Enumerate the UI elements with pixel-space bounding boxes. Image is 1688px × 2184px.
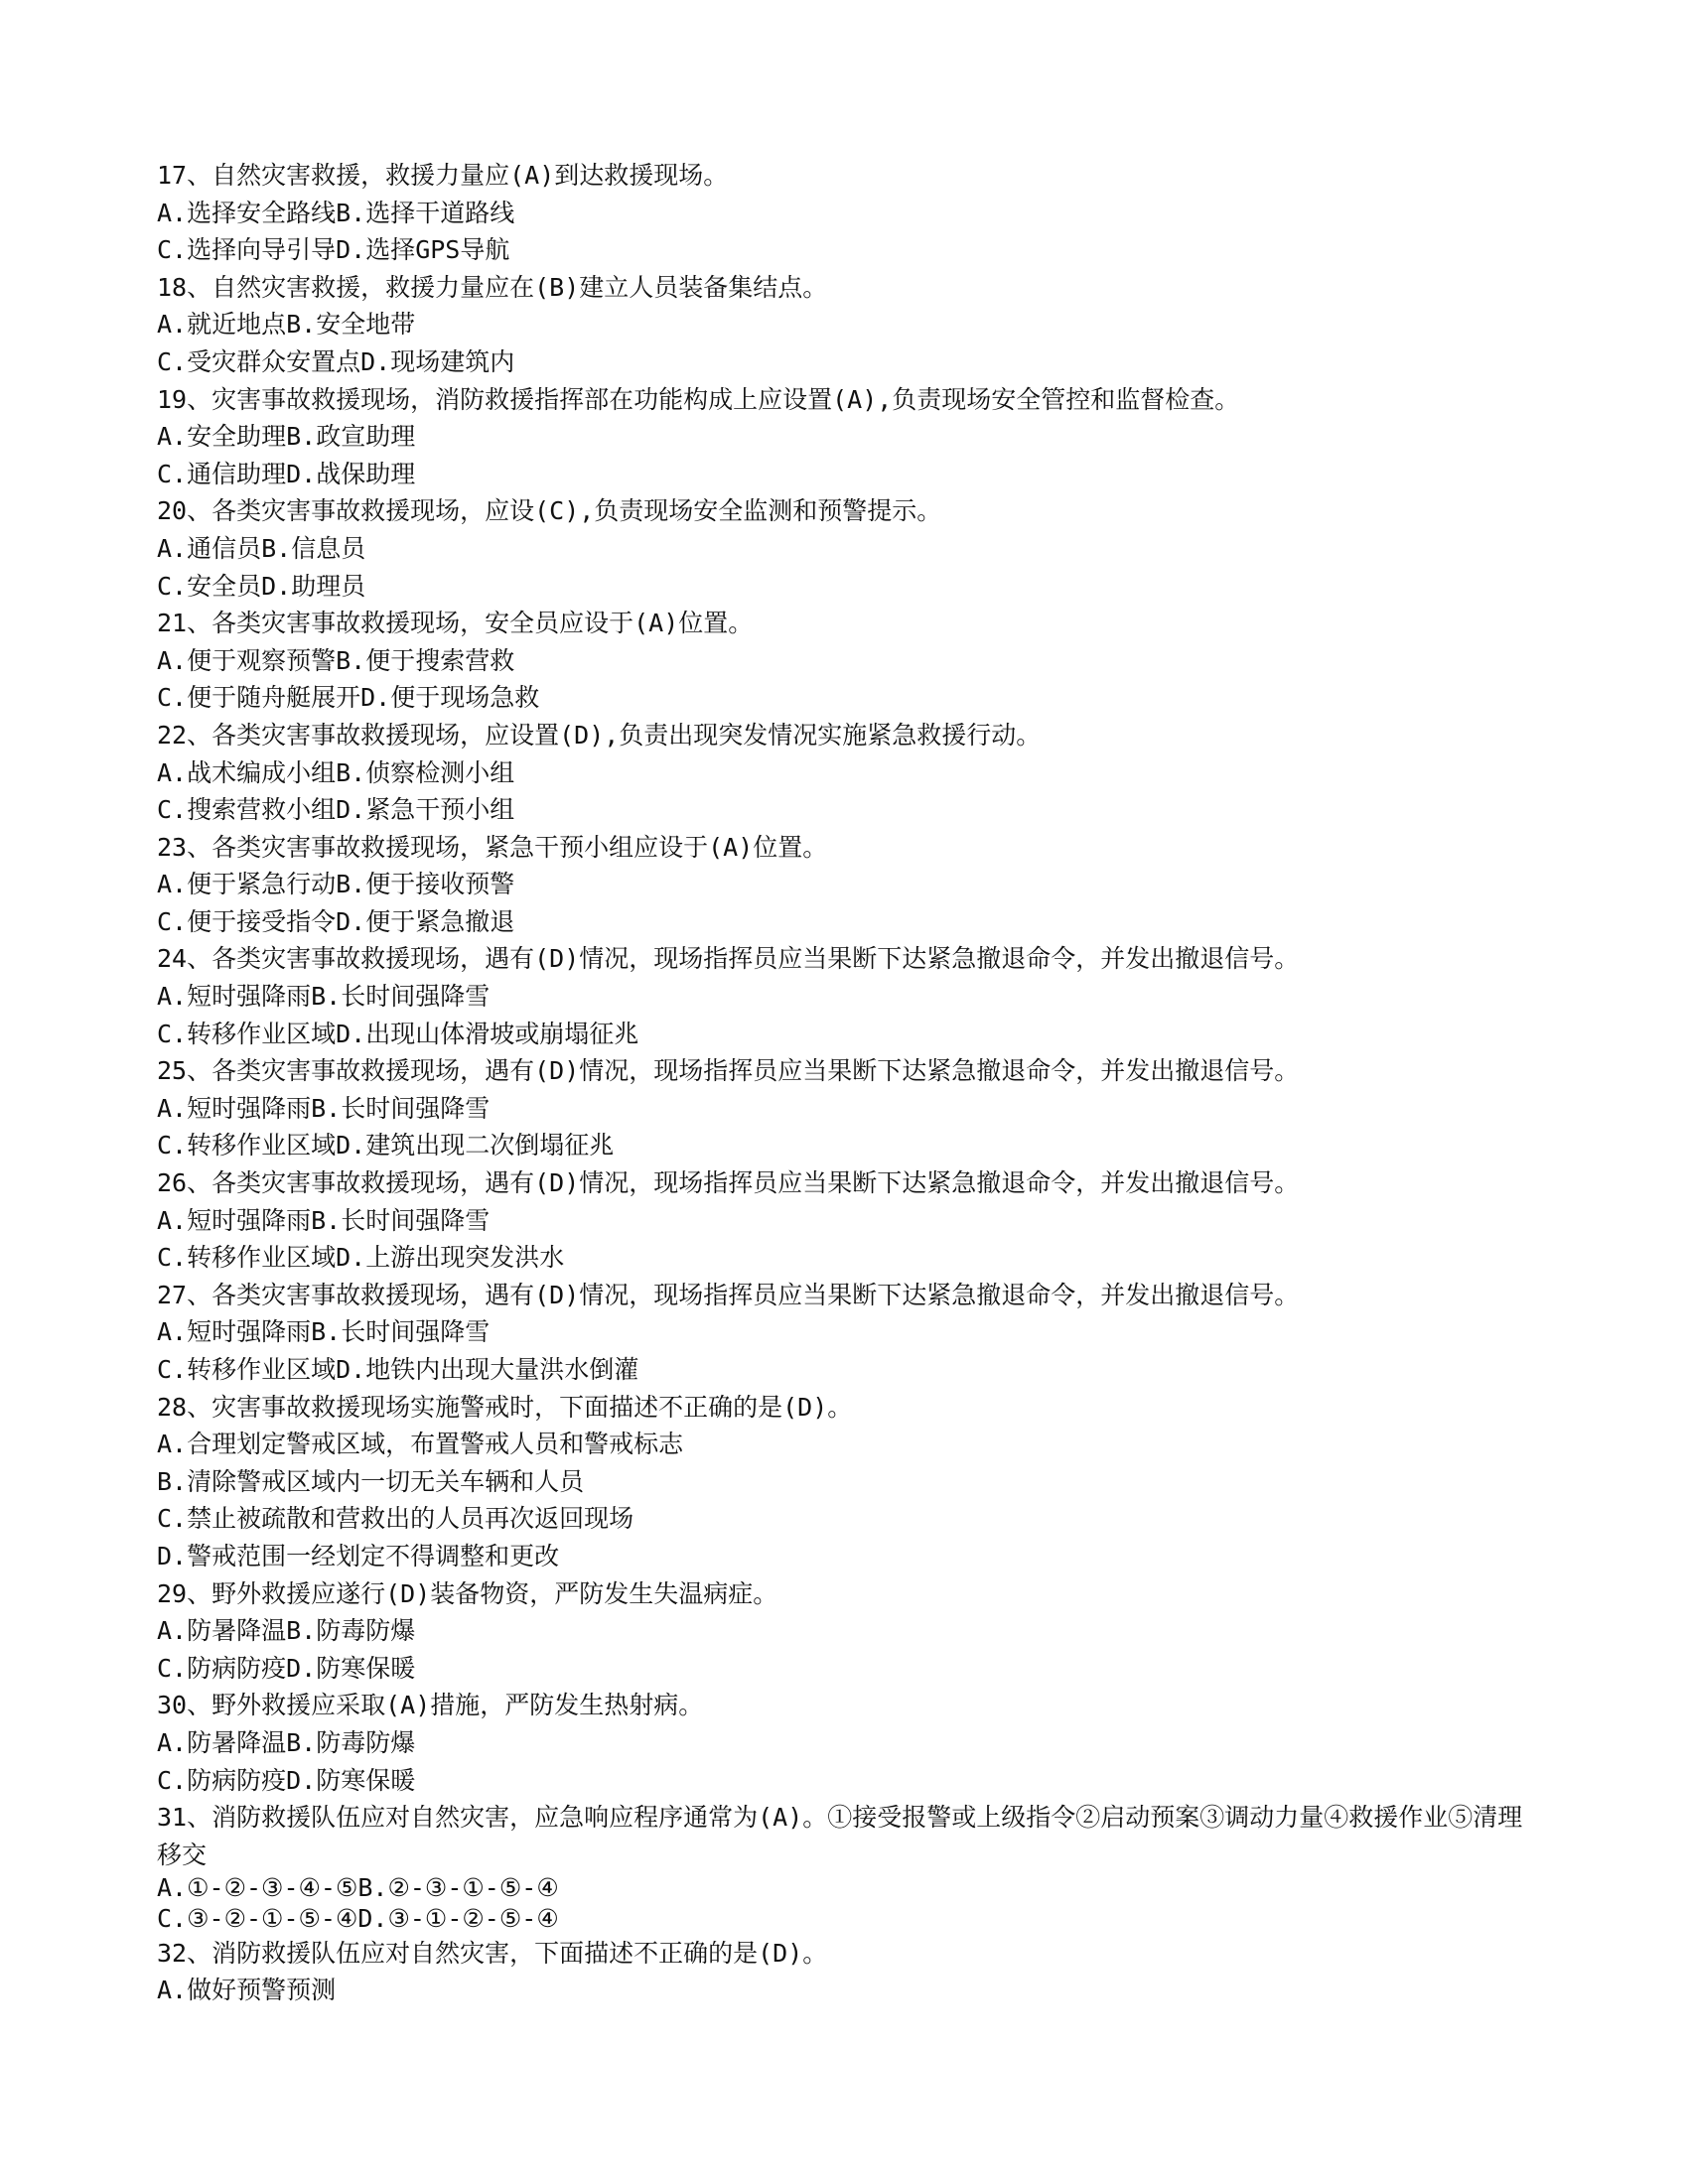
text-line: 28、灾害事故救援现场实施警戒时，下面描述不正确的是(D)。 xyxy=(157,1392,853,1422)
question-32-option-a: A.做好预警预测 xyxy=(157,1976,337,2005)
text-line: C.转移作业区域D.地铁内出现大量洪水倒灌 xyxy=(157,1355,639,1384)
text-line: 19、灾害事故救援现场，消防救援指挥部在功能构成上应设置(A),负责现场安全管控和监督检查。 xyxy=(157,384,1240,414)
text-line: A.防暑降温B.防毒防爆 xyxy=(157,1616,416,1646)
text-line: A.战术编成小组B.侦察检测小组 xyxy=(157,757,515,787)
text-line: C.转移作业区域D.建筑出现二次倒塌征兆 xyxy=(157,1131,615,1160)
text-line: C.受灾群众安置点D.现场建筑内 xyxy=(157,346,515,376)
text-line: A.便于观察预警B.便于搜索营救 xyxy=(157,645,515,675)
document-body xyxy=(157,157,1547,2009)
text-line: C.禁止被疏散和营救出的人员再次返回现场 xyxy=(157,1504,634,1534)
text-line: C.防病防疫D.防寒保暖 xyxy=(157,1765,416,1795)
text-line: C.便于随舟艇展开D.便于现场急救 xyxy=(157,683,540,713)
text-line: C.防病防疫D.防寒保暖 xyxy=(157,1653,416,1683)
question-31-stem: 31、消防救援队伍应对自然灾害，应急响应程序通常为(A)。①接受报警或上级指令②启动预案③调动力量④救援作业⑤清理移交 xyxy=(157,1803,1523,1869)
text-line: 29、野外救援应遂行(D)装备物资，严防发生失温病症。 xyxy=(157,1578,778,1608)
text-line: 21、各类灾害事故救援现场，安全员应设于(A)位置。 xyxy=(157,609,754,638)
text-line: A.便于紧急行动B.便于接收预警 xyxy=(157,870,515,899)
text-line: A.合理划定警戒区域，布置警戒人员和警戒标志 xyxy=(157,1430,684,1459)
text-line: 22、各类灾害事故救援现场，应设置(D),负责出现突发情况实施紧急救援行动。 xyxy=(157,720,1042,750)
text-line: 18、自然灾害救援，救援力量应在(B)建立人员装备集结点。 xyxy=(157,272,828,302)
text-line: A.选择安全路线B.选择干道路线 xyxy=(157,198,515,227)
text-line: 25、各类灾害事故救援现场，遇有(D)情况，现场指挥员应当果断下达紧急撤退命令，并发出撤退信号。 xyxy=(157,1056,1300,1086)
question-31-options-ab: A.①-②-③-④-⑤B.②-③-①-⑤-④ xyxy=(157,1873,559,1903)
text-line: C.搜索营救小组D.紧急干预小组 xyxy=(157,795,515,825)
question-31-options-cd: C.③-②-①-⑤-④D.③-①-②-⑤-④ xyxy=(157,1904,559,1933)
text-line: A.短时强降雨B.长时间强降雪 xyxy=(157,1205,491,1235)
text-line: 23、各类灾害事故救援现场，紧急干预小组应设于(A)位置。 xyxy=(157,832,828,862)
text-line: 20、各类灾害事故救援现场，应设(C),负责现场安全监测和预警提示。 xyxy=(157,496,942,526)
text-line: 17、自然灾害救援，救援力量应(A)到达救援现场。 xyxy=(157,161,729,190)
text-line: C.安全员D.助理员 xyxy=(157,571,366,601)
text-line: A.安全助理B.政宣助理 xyxy=(157,422,416,452)
question-32-stem: 32、消防救援队伍应对自然灾害，下面描述不正确的是(D)。 xyxy=(157,1938,828,1968)
text-line: A.通信员B.信息员 xyxy=(157,533,366,563)
text-line: C.通信助理D.战保助理 xyxy=(157,459,416,488)
text-line: C.选择向导引导D.选择GPS导航 xyxy=(157,235,510,265)
text-line: A.短时强降雨B.长时间强降雪 xyxy=(157,1093,491,1123)
text-line: A.防暑降温B.防毒防爆 xyxy=(157,1727,416,1757)
text-line: A.短时强降雨B.长时间强降雪 xyxy=(157,1317,491,1347)
text-line: A.短时强降雨B.长时间强降雪 xyxy=(157,982,491,1012)
text-line: C.转移作业区域D.上游出现突发洪水 xyxy=(157,1243,565,1273)
text-line: 27、各类灾害事故救援现场，遇有(D)情况，现场指挥员应当果断下达紧急撤退命令，并发出撤退信号。 xyxy=(157,1280,1300,1309)
text-line: B.清除警戒区域内一切无关车辆和人员 xyxy=(157,1466,585,1496)
text-line: C.便于接受指令D.便于紧急撤退 xyxy=(157,906,515,936)
text-line: D.警戒范围一经划定不得调整和更改 xyxy=(157,1541,560,1570)
text-line: C.转移作业区域D.出现山体滑坡或崩塌征兆 xyxy=(157,1019,639,1048)
text-line: A.就近地点B.安全地带 xyxy=(157,310,416,340)
text-line: 24、各类灾害事故救援现场，遇有(D)情况，现场指挥员应当果断下达紧急撤退命令，并发出撤退信号。 xyxy=(157,944,1300,974)
text-line: 30、野外救援应采取(A)措施，严防发生热射病。 xyxy=(157,1691,704,1720)
text-line: 26、各类灾害事故救援现场，遇有(D)情况，现场指挥员应当果断下达紧急撤退命令，并发出撤退信号。 xyxy=(157,1168,1300,1198)
